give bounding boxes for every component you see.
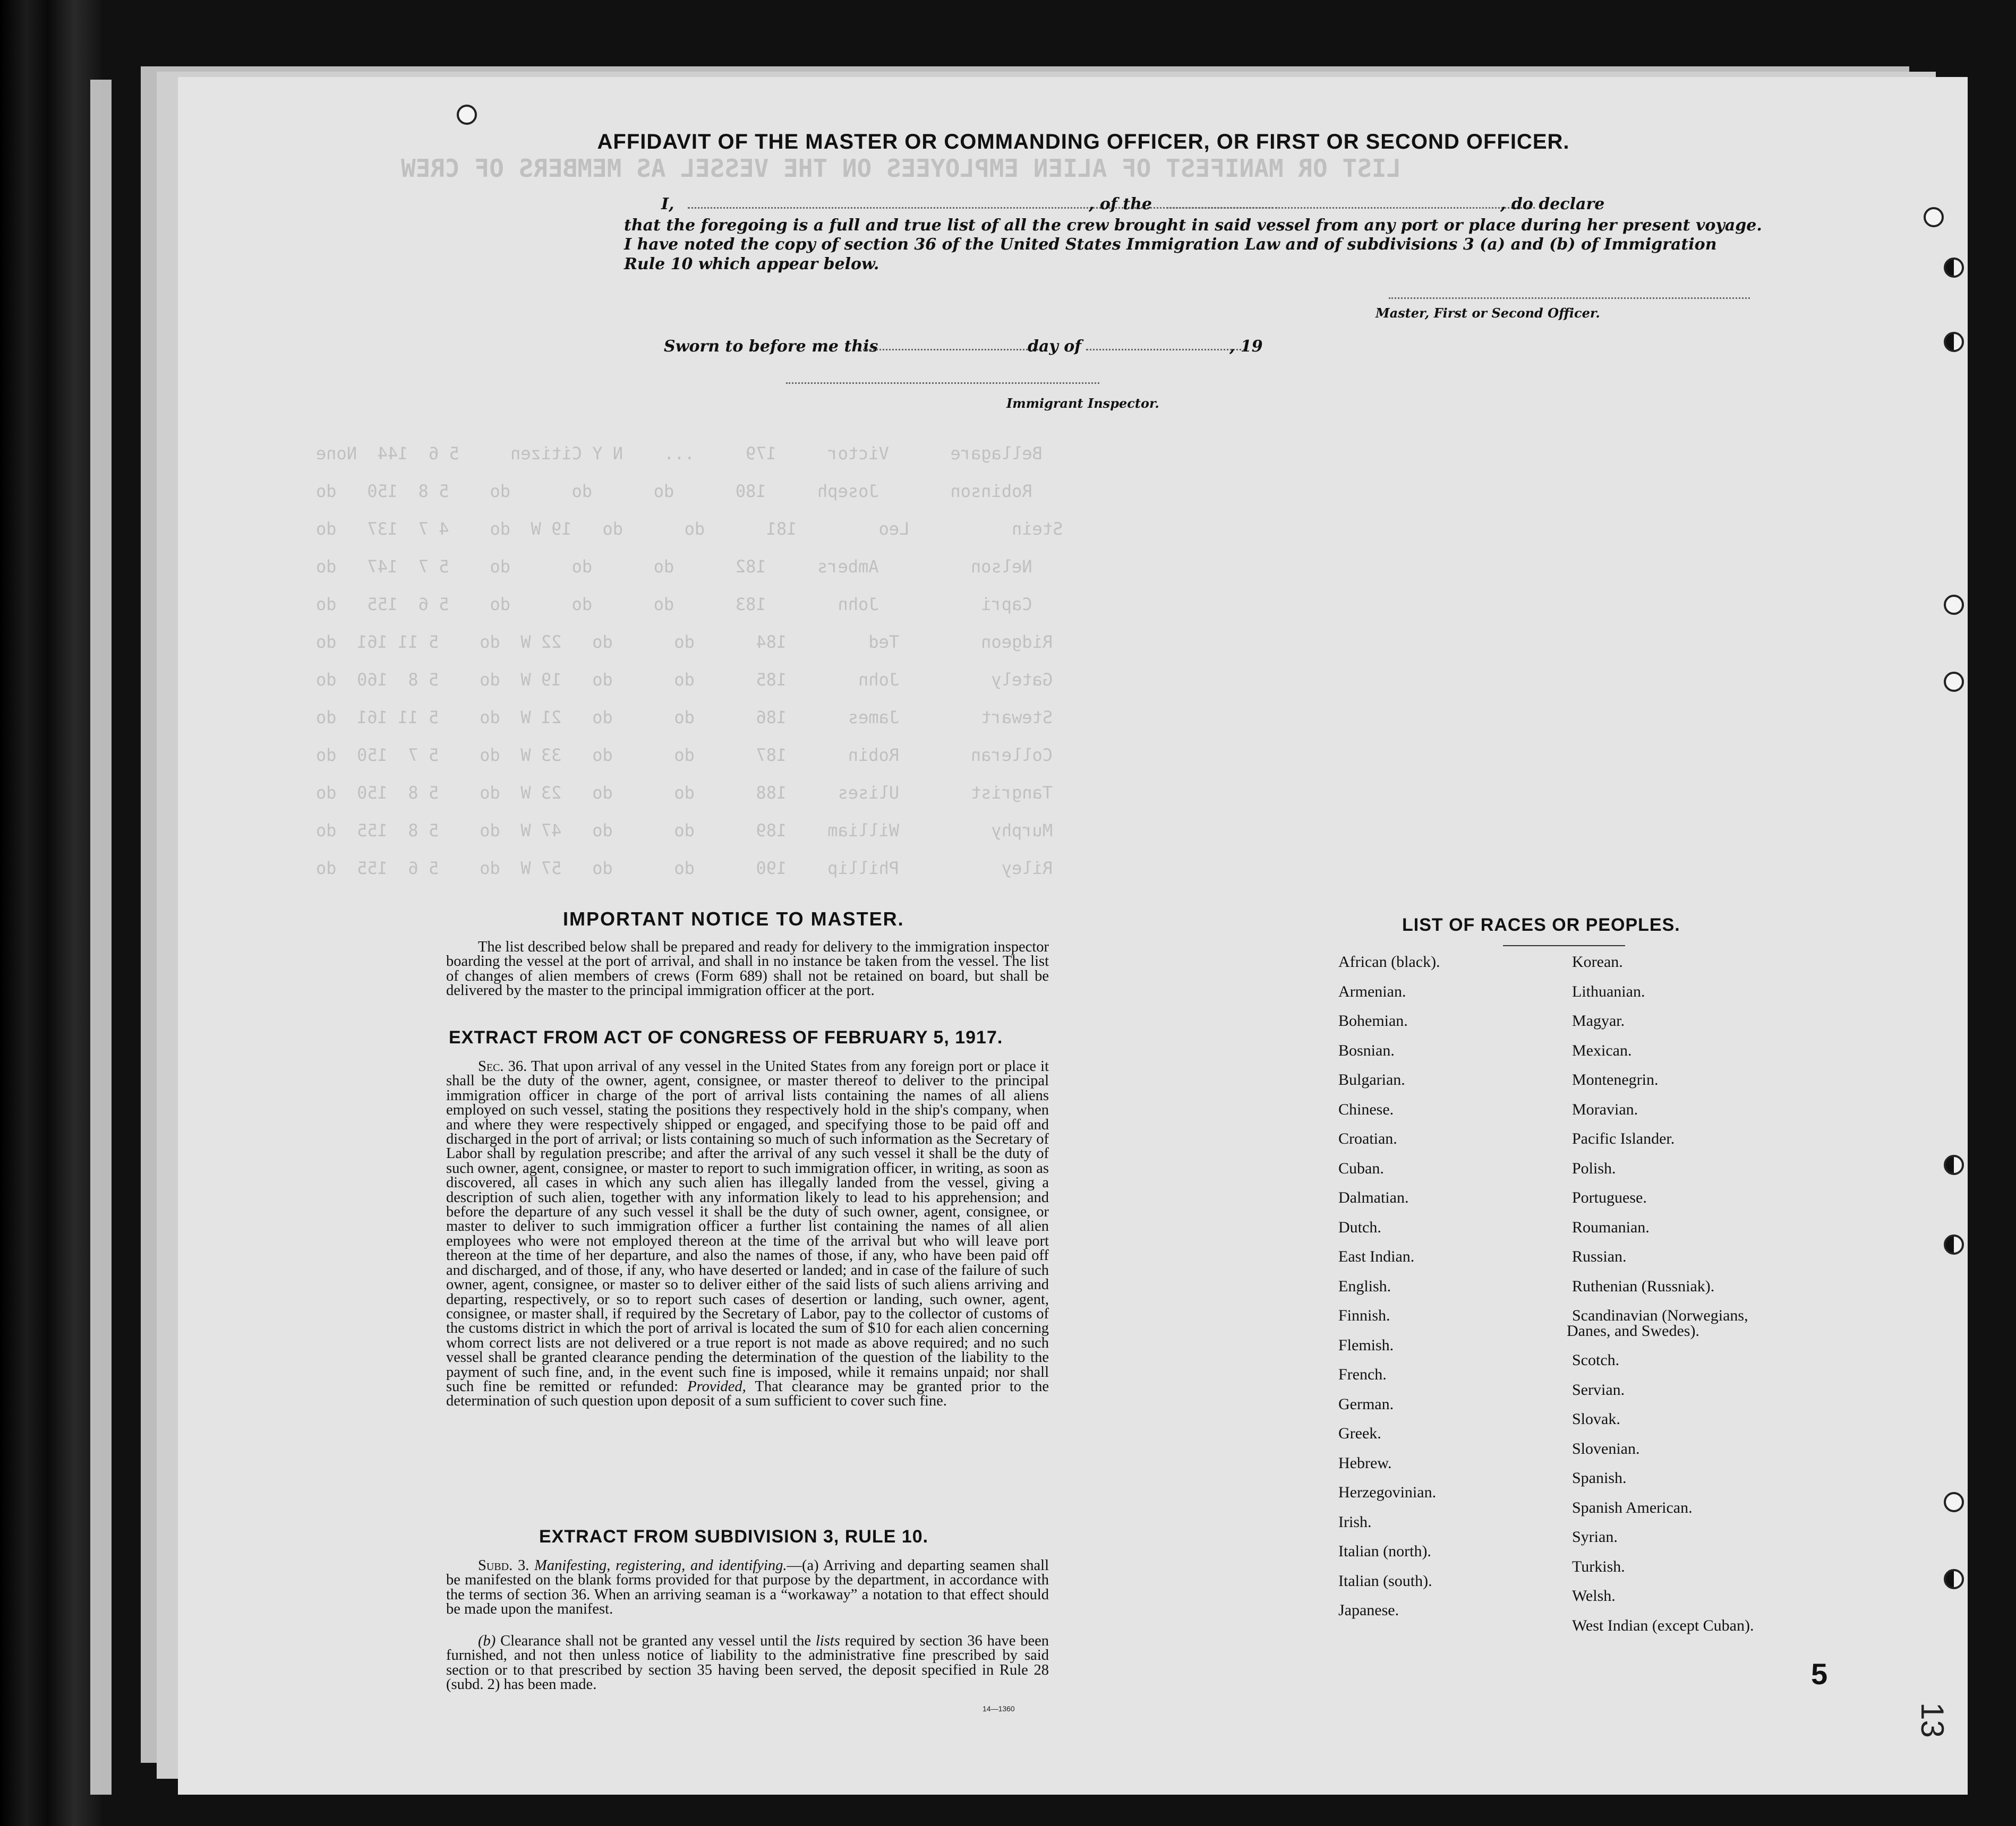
notice-title: IMPORTANT NOTICE TO MASTER. [563, 908, 904, 930]
race-item: Scotch. [1572, 1351, 1620, 1369]
affidavit-line3: I have noted the copy of section 36 of the United States Immigration Law and of subdivisions 3 (a) and (b) of Immigration [624, 235, 1717, 254]
punch-hole [1944, 332, 1964, 352]
punch-hole [1924, 207, 1944, 227]
rule-text-a [446, 1558, 1049, 1617]
race-item: Lithuanian. [1572, 982, 1645, 1000]
race-item: Portuguese. [1572, 1189, 1647, 1206]
punch-hole [1944, 1492, 1964, 1512]
act-title: EXTRACT FROM ACT OF CONGRESS OF FEBRUARY 5, 1917. [449, 1027, 1003, 1048]
act-text [446, 1059, 1049, 1409]
bleed-through-row: Murphy William 189 do do 47 W do 5 8 155 do [316, 820, 1053, 841]
affidavit-of-the: , of the [1089, 195, 1152, 213]
race-item: Slovenian. [1572, 1439, 1640, 1458]
race-item: Armenian. [1338, 982, 1406, 1000]
affidavit-line4: Rule 10 which appear below. [624, 255, 879, 273]
sworn-prefix: Sworn to before me this [664, 337, 878, 356]
act-body-end: That clearance may be granted prior to the determination of such question upon deposit of a sum sufficient to cover such fine. [446, 1378, 1049, 1410]
race-item: Syrian. [1572, 1528, 1618, 1546]
race-item: Bulgarian. [1338, 1071, 1405, 1088]
punch-hole [457, 105, 477, 125]
race-item: Danes, and Swedes). [1567, 1322, 1699, 1340]
inspector-label: Immigrant Inspector. [1006, 396, 1159, 411]
punch-hole [1944, 1155, 1964, 1175]
race-item: Slovak. [1572, 1410, 1620, 1428]
bleed-through-row: Tangrist Ulises 188 do do 23 W do 5 8 150 do [316, 783, 1053, 803]
race-item: Spanish American. [1572, 1498, 1693, 1516]
binding-strip [90, 80, 112, 1795]
rule-text-b [446, 1634, 1049, 1692]
race-item: Magyar. [1572, 1012, 1625, 1030]
race-item: Turkish. [1572, 1557, 1625, 1575]
race-item: Croatian. [1338, 1130, 1397, 1147]
act-sec-label: Sec. 36. [478, 1058, 527, 1075]
bleed-through-row: Colleran Robin 187 do do 33 W do 5 7 150 do [316, 745, 1053, 765]
race-item: Mexican. [1572, 1041, 1632, 1059]
race-item: Spanish. [1572, 1469, 1627, 1487]
punch-hole [1944, 258, 1964, 278]
race-item: Cuban. [1338, 1159, 1384, 1177]
bleed-through-row: Ridgeon Ted 184 do do 22 W do 5 11 161 do [316, 632, 1053, 652]
signature-blank [1389, 297, 1750, 299]
punch-hole [1944, 1569, 1964, 1589]
signature-label: Master, First or Second Officer. [1376, 305, 1600, 321]
race-item: Russian. [1572, 1248, 1627, 1265]
bleed-through-row: Gately John 185 do do 19 W do 5 8 160 do [316, 670, 1053, 690]
race-item: Dalmatian. [1338, 1189, 1409, 1206]
punch-hole [1944, 1235, 1964, 1255]
race-item: Servian. [1572, 1381, 1625, 1399]
stamp-number: 5 [1811, 1657, 1828, 1691]
vessel-blank [1163, 207, 1535, 209]
act-provided: Provided, [687, 1378, 746, 1395]
bleed-through-row: Capri John 183 do do do 5 6 155 do [316, 594, 1032, 614]
sworn-year: , 19 [1229, 337, 1263, 356]
race-item: Welsh. [1572, 1587, 1616, 1605]
punch-hole [1944, 672, 1964, 692]
race-item: Roumanian. [1572, 1218, 1650, 1236]
race-item: West Indian (except Cuban). [1572, 1616, 1754, 1634]
race-item: Flemish. [1338, 1336, 1394, 1354]
bleed-through-row: Bellagare Victor 179 ... N Y Citizen 5 6 144 None [316, 443, 1043, 464]
bleed-through-row: Riley Phillip 190 do do 57 W do 5 6 155 do [316, 858, 1053, 878]
page-number: 13 [1914, 1702, 1950, 1738]
race-item: Pacific Islander. [1572, 1130, 1675, 1147]
race-item: Ruthenian (Russniak). [1572, 1277, 1715, 1295]
rule-lists-word: lists [815, 1633, 840, 1649]
affidavit-declare: , do declare [1500, 195, 1605, 213]
race-item: Italian (north). [1338, 1542, 1431, 1560]
race-item: Polish. [1572, 1159, 1616, 1177]
rule-b-label: (b) [478, 1633, 496, 1649]
sworn-day-blank [863, 349, 1038, 350]
race-item: African (black). [1338, 953, 1440, 971]
rule-subd-label: Subd. 3. [478, 1557, 529, 1574]
races-title: LIST OF RACES OR PEOPLES. [1402, 915, 1680, 935]
affidavit-title: AFFIDAVIT OF THE MASTER OR COMMANDING OFFICER, OR FIRST OR SECOND OFFICER. [597, 130, 1570, 153]
sworn-day-of: day of [1028, 337, 1082, 356]
rule-text-b2: required by section 36 have been furnished, and not then unless notice of liability to the administrative fine prescribed by said section or to that prescribed by section 35 having been served, the deposit specified in Rule 28 (subd. 2) has been made. [446, 1633, 1049, 1693]
race-item: East Indian. [1338, 1248, 1415, 1265]
affidavit-line2: that the foregoing is a full and true list of all the crew brought in said vessel from any port or place during her present voyage. [624, 216, 1762, 235]
sworn-month-blank [1086, 349, 1245, 350]
race-item: Montenegrin. [1572, 1071, 1659, 1088]
race-item: Japanese. [1338, 1601, 1399, 1619]
race-item: Scandinavian (Norwegians, [1572, 1307, 1748, 1324]
rule-title: EXTRACT FROM SUBDIVISION 3, RULE 10. [539, 1527, 929, 1547]
race-item: Bohemian. [1338, 1012, 1408, 1030]
bleed-through-row: Robinson Joseph 180 do do do 5 8 150 do [316, 481, 1032, 501]
punch-hole [1944, 595, 1964, 615]
rule-text-b1: Clearance shall not be granted any vessel until the [500, 1633, 811, 1649]
race-item: Italian (south). [1338, 1572, 1432, 1590]
notice-text: The list described below shall be prepared and ready for delivery to the immigration inspector boarding the vessel at the port of arrival, and shall in no instance be taken from the vessel. The list of changes of alien members of crews (Form 689) shall not be retained on board, but shall be delivered by the master to the principal immigration officer at the port. [446, 939, 1049, 999]
book-binding-edge [0, 0, 101, 1826]
race-item: Chinese. [1338, 1100, 1394, 1118]
race-item: French. [1338, 1366, 1387, 1383]
act-body: That upon arrival of any vessel in the United States from any foreign port or place it shall be the duty of the owner, agent, consignee, or master thereof to deliver to the principal immigration officer in charge of the port of arrival lists containing the names of all aliens employed on such vessel, stating the positions they respectively hold in the ship's company, when and where they were respectively shipped or engaged, and specifying those to be paid off and discharged in the port of arrival; or lists containing so much of such information as the Secretary of Labor shall by regulation prescribe; and after the arrival of any such vessel it shall be the duty of such owner, agent, consignee, or master to report to such immigration officer, in writing, as soon as discovered, all cases in which any such alien has illegally landed from the vessel, giving a description of such alien, together with any information likely to lead to his apprehension; and before the departure of any such vessel it shall be the duty of such owner, agent, consignee, or master to deliver to such immigration officer a further list containing the names of all alien employees who were not employed thereon at the time of the arrival but who will leave port thereon at the time of her departure, and also the names of those, if any, who have been paid off and discharged, and of those, if any, who have deserted or landed; and in case of the failure of such owner, agent, consignee, or master so to deliver either of the said lists of such aliens arriving and departing, respectively, or so to report such cases of desertion or landing, such owner, agent, consignee, or master shall, if required by the Secretary of Labor, pay to the collector of customs of the customs district in which the port of arrival is located the sum of $10 for each alien concerning whom correct lists are not delivered or a true report is not made as above required; and no such vessel shall be granted clearance pending the determination of the question of the liability to the payment of such fine, and, in the event such fine is imposed, while it remains unpaid; nor shall such fine be remitted or refunded: [446, 1058, 1049, 1395]
race-item: Finnish. [1338, 1307, 1390, 1324]
race-item: Irish. [1338, 1513, 1372, 1531]
inspector-blank [786, 382, 1099, 384]
affidavit-i: I, [661, 195, 674, 213]
bleed-through-row: Nelson Ambers 182 do do do 5 7 147 do [316, 556, 1032, 577]
race-item: English. [1338, 1277, 1391, 1295]
race-item: Hebrew. [1338, 1454, 1392, 1472]
race-item: Korean. [1572, 953, 1623, 971]
rule-text-a-body: —(a) Arriving and departing seamen shall be manifested on the blank forms provided for that purpose by the department, in accordance with the terms of section 36. When an arriving seaman is a “workaway” a notation to that effect should be made upon the manifest. [446, 1557, 1049, 1618]
form-number: 14—1360 [983, 1704, 1015, 1713]
race-item: German. [1338, 1395, 1394, 1413]
manifest-page [178, 77, 1968, 1795]
race-item: Herzegovinian. [1338, 1484, 1437, 1501]
bleed-through-row: Stein Leo 181 do do 19 W do 4 7 137 do [316, 519, 1063, 539]
race-item: Bosnian. [1338, 1041, 1395, 1059]
races-title-rule [1503, 945, 1625, 946]
race-item: Moravian. [1572, 1100, 1638, 1118]
rule-subd-heading: Manifesting, registering, and identifying. [534, 1557, 787, 1574]
race-item: Dutch. [1338, 1218, 1381, 1236]
bleed-through-row: Stewart James 186 do do 21 W do 5 11 161 do [316, 707, 1053, 727]
race-item: Greek. [1338, 1425, 1381, 1442]
bleed-through-header: LIST OR MANIFEST OF ALIEN EMPLOYEES ON THE VESSEL AS MEMBERS OF CREW [401, 154, 1402, 183]
